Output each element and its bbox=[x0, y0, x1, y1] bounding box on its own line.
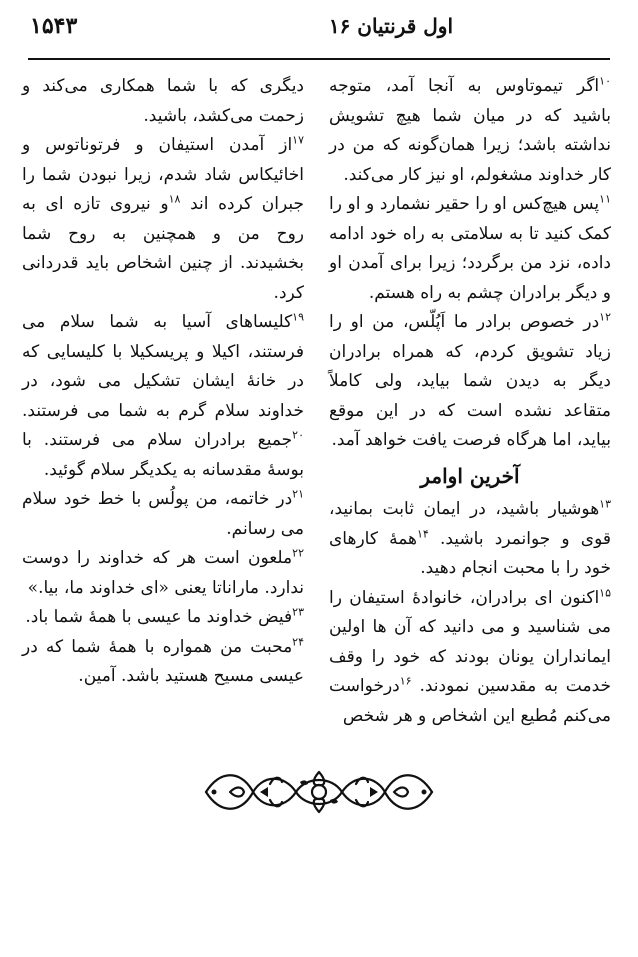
verse-text: در خصوص برادر ما اَپُلّس، من او را زیاد تشویق کردم، که همراه برادران دیگر به دیدن شما بیاید، ولی کاملاً متقاعد نشده است که در این موقع بیاید، اما هرگاه فرصت یافت خواهد آمد. bbox=[329, 312, 611, 450]
verse-number: ۱۶ bbox=[399, 674, 412, 688]
verse-text: ملعون است هر که خداوند را دوست ندارد. ماراناتا یعنی «ای خداوند ما، بیا.» bbox=[22, 548, 304, 598]
verse-10 bbox=[329, 72, 611, 190]
verse-number: ۱۱ bbox=[599, 192, 611, 206]
verse-text: کلیساهای آسیا به شما سلام می فرستند، اکیلا و پریسکیلا با کلیسایی که در خانهٔ ایشان تشکیل می شود، در خداوند سلام گرم به شما می فرستند. bbox=[22, 312, 304, 421]
verse-number: ۲۰ bbox=[292, 428, 304, 442]
verse-number: ۱۰ bbox=[599, 74, 611, 88]
verse-text: دیگری که با شما همکاری می‌کند و زحمت می‌کشد، باشید. bbox=[22, 76, 304, 126]
section-heading: آخرین اوامر bbox=[420, 463, 520, 488]
verse-15-16 bbox=[329, 584, 611, 732]
verse-text: و نیروی تازه ای به روح من و همچنین به روح شما بخشیدند. از چنین اشخاص باید قدردانی کرد. bbox=[22, 194, 304, 303]
verse-number: ۱۵ bbox=[599, 585, 611, 599]
verse-19-20 bbox=[22, 308, 304, 485]
header-rule bbox=[28, 58, 610, 60]
verse-23 bbox=[22, 603, 304, 633]
verse-number: ۱۳ bbox=[599, 497, 611, 511]
verse-number: ۱۷ bbox=[292, 133, 304, 147]
verse-number: ۱۲ bbox=[599, 310, 611, 324]
verse-text: هوشیار باشید، در ایمان ثابت بمانید، قوی و جوانمرد باشید. bbox=[329, 499, 611, 549]
verse-text: همهٔ کارهای خود را با محبت انجام دهید. bbox=[329, 528, 611, 578]
verse-24 bbox=[22, 633, 304, 692]
verse-21 bbox=[22, 485, 304, 544]
verse-number: ۲۳ bbox=[292, 605, 304, 619]
verse-11 bbox=[329, 190, 611, 308]
verse-text: در خاتمه، من پولُس با خط خود سلام می رسانم. bbox=[22, 489, 304, 539]
verse-text: جمیع برادران سلام می فرستند. با بوسهٔ مقدسانه به یکدیگر سلام گوئید. bbox=[22, 430, 304, 480]
floral-vine-ornament-icon bbox=[200, 762, 438, 822]
verse-text: درخواست می‌کنم مُطیع این اشخاص و هر شخص bbox=[329, 676, 611, 726]
verse-number: ۲۱ bbox=[292, 487, 304, 501]
verse-number: ۲۲ bbox=[292, 546, 304, 560]
verse-text: اکنون ای برادران، خانوادهٔ استیفان را می شناسید و می دانید که آن ها اولین ایمانداران یونان بودند که خود را وقف خدمت به مقدسین نمودند. bbox=[329, 587, 612, 696]
verse-16-cont bbox=[22, 72, 304, 131]
verse-text: محبت من همواره با همهٔ شما که در عیسی مسیح هستید باشد. آمین. bbox=[22, 636, 304, 686]
verse-text: پس هیچ‌کس او را حقیر نشمارد و او را کمک کنید تا به سلامتی به راه خود ادامه داده، نزد من برگردد؛ زیرا برای آمدن او و دیگر برادران چشم به راه هستم. bbox=[329, 194, 611, 303]
verse-text: فیض خداوند ما عیسی با همهٔ شما باد. bbox=[25, 607, 293, 627]
right-column bbox=[329, 72, 611, 731]
verse-13-14 bbox=[329, 495, 611, 584]
verse-22 bbox=[22, 544, 304, 603]
verse-number: ۱۴ bbox=[417, 526, 429, 540]
verse-number: ۲۴ bbox=[292, 634, 304, 648]
running-header-title: اول قرنتیان ۱۶ bbox=[328, 14, 453, 38]
left-column bbox=[22, 72, 304, 692]
verse-17-18 bbox=[22, 131, 304, 308]
page-number: ۱۵۴۳ bbox=[30, 13, 78, 39]
verse-number: ۱۸ bbox=[168, 192, 181, 206]
verse-text: از آمدن استیفان و فرتوناتوس و اخائیکاس شاد شدم، زیرا نبودن شما را جبران کرده اند bbox=[22, 135, 305, 214]
verse-12 bbox=[329, 308, 611, 456]
verse-number: ۱۹ bbox=[292, 310, 304, 324]
verse-text: اگر تیموتاوس به آنجا آمد، متوجه باشید که در میان شما هیچ تشویش نداشته باشد؛ زیرا همان‌گونه که من در کار خداوند مشغولم، او نیز کار می‌کند. bbox=[329, 76, 611, 185]
